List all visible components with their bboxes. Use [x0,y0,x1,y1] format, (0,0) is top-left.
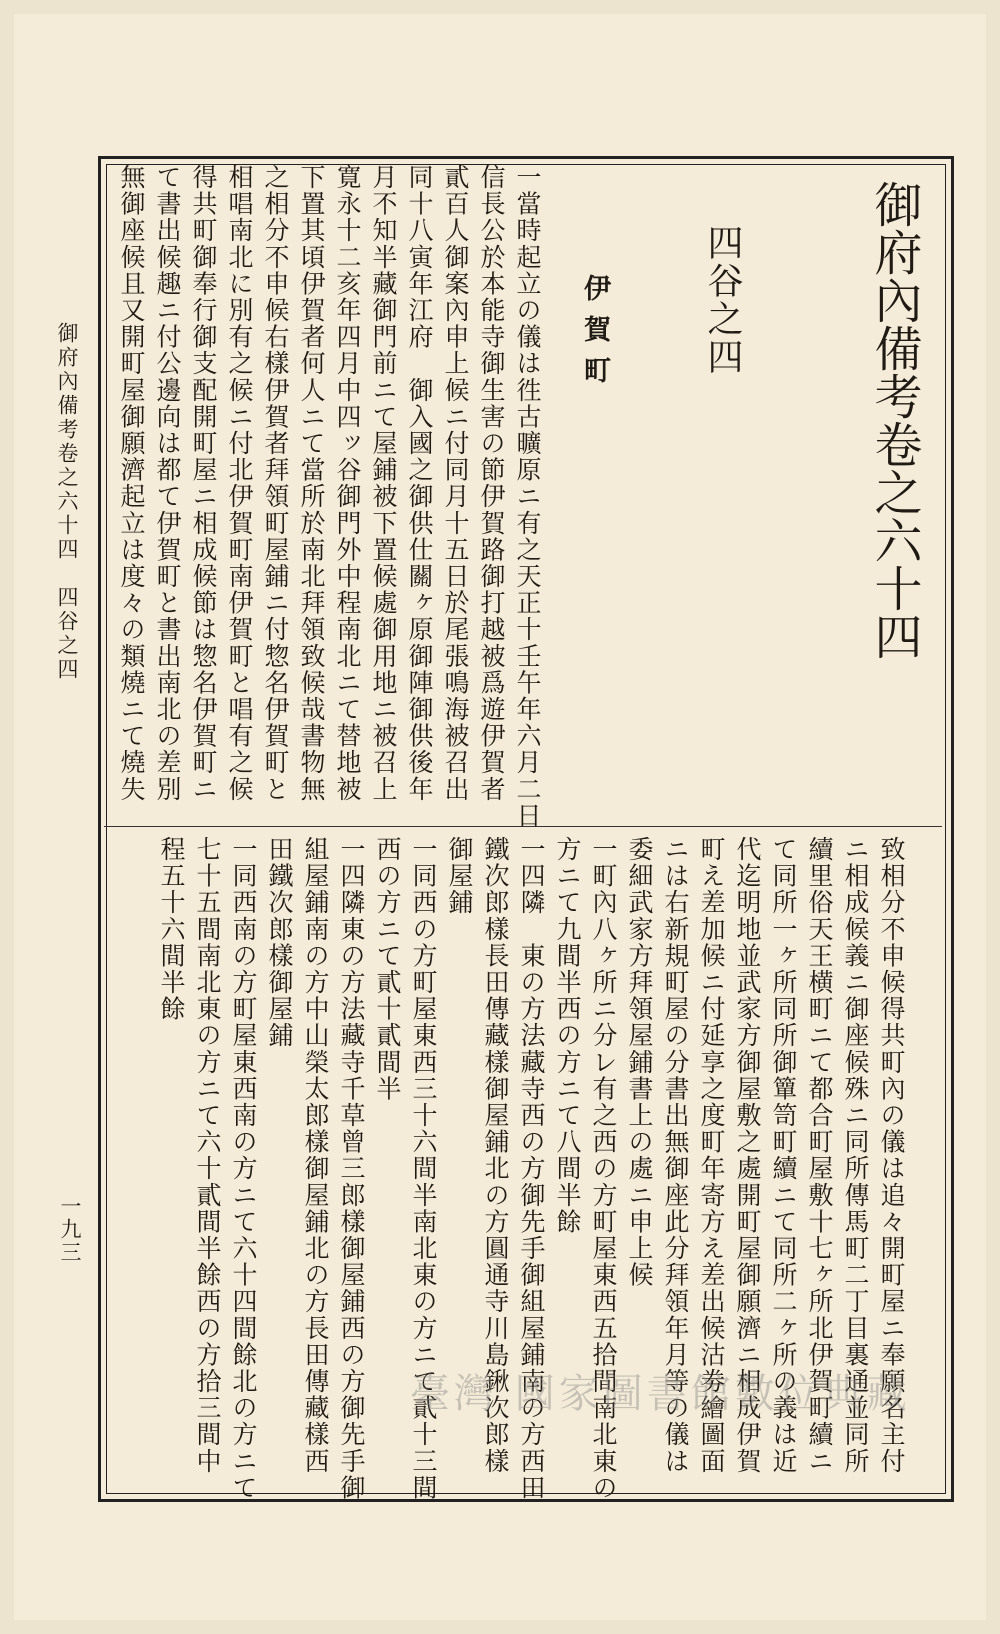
upper-column: 下置其頃伊賀者何人ニて當所於南北拜領致候哉書物無 [297,164,326,803]
section-title: 四谷之四 [702,224,743,376]
lower-column: 一同西の方町屋東西三十六間半南北東の方ニて貳十三間 [409,836,438,1501]
lower-column: 七十五間南北東の方ニて六十貳間半餘西の方拾三間中 [193,836,222,1475]
lower-column: ニは右新規町屋の分書出無御座此分拜領年月等の儀は [661,836,690,1475]
volume-title: 御府內備考卷之六十四 [866,180,922,660]
upper-column: 信長公於本能寺御生害の節伊賀路御打越被爲遊伊賀者 [477,164,506,803]
lower-column: 鐵次郎樣長田傳藏樣御屋鋪北の方圓通寺川島鍬次郎樣 [481,836,510,1475]
page-number: 一九三 [58,1195,82,1264]
upper-column: 月不知半藏御門前ニて屋鋪被下置候處御用地ニ被召上 [369,164,398,803]
lower-column: 方ニて九間半西の方ニて八間半餘 [553,836,582,1235]
upper-column: 相唱南北に別有之候ニ付北伊賀町南伊賀町と唱有之候 [225,164,254,803]
upper-column: 貳百人御案內申上候ニ付同月十五日於尾張鳴海被召出 [441,164,470,803]
lower-column: 委細武家方拜領屋鋪書上の處ニ申上候 [625,836,654,1289]
upper-column: 同十八寅年江府 御入國之御供仕關ヶ原御陣御供後年 [405,164,434,803]
upper-column: 之相分不申候右樣伊賀者拜領町屋鋪ニ付惣名伊賀町と [261,164,290,803]
lower-column: 一四隣東の方法藏寺千草曾三郎樣御屋鋪西の方御先手御 [337,836,366,1501]
lower-column: 御屋鋪 [445,836,474,916]
upper-column: 無御座候且又開町屋御願濟起立は度々の類燒ニて燒失 [117,164,146,803]
lower-column: 續里俗天王横町ニて都合町屋敷十七ヶ所北伊賀町續ニ [805,836,834,1475]
upper-column: 得共町御奉行御支配開町屋ニ相成候節は惣名伊賀町ニ [189,164,218,803]
lower-column: て同所一ヶ所同所御簞笥町續ニて同所二ヶ所の義は近 [769,836,798,1475]
lower-column: 代迄明地並武家方御屋敷之處開町屋御願濟ニ相成伊賀 [733,836,762,1475]
lower-column: ニ相成候義ニ御座候殊ニ同所傳馬町二丁目裏通並同所 [841,836,870,1475]
lower-column: 組屋鋪南の方中山榮太郎樣御屋鋪北の方長田傳藏樣西 [301,836,330,1475]
lower-column: 町え差加候ニ付延享之度町年寄方え差出候沽劵繪圖面 [697,836,726,1475]
upper-column: 寛永十二亥年四月中四ッ谷御門外中程南北ニて替地被 [333,164,362,803]
margin-caption: 御府內備考卷之六十四 四谷之四 [55,322,79,682]
upper-column: て書出候趣ニ付公邊向は都て伊賀町と書出南北の差別 [153,164,182,803]
lower-column: 一町內八ヶ所ニ分レ有之西の方町屋東西五拾間南北東の [589,836,618,1501]
lower-column: 一同西南の方町屋東西南の方ニて六十四間餘北の方ニて [229,836,258,1501]
lower-column: 致相分不申候得共町內の儀は追々開町屋ニ奉願名主付 [877,836,906,1475]
library-watermark: 臺灣 國家圖書館數位典藏 [410,1371,911,1417]
subsection-title: 伊賀町 [579,274,610,397]
lower-column: 一四隣 東の方法藏寺西の方御先手御組屋鋪南の方西田 [517,836,546,1501]
lower-column: 程五十六間半餘 [157,836,186,1023]
lower-column: 西の方ニて貳十貳間半 [373,836,402,1102]
upper-column: 一當時起立の儀は徃古曠原ニ有之天正十壬午年六月二日 [513,164,542,829]
lower-column: 田鐵次郎樣御屋鋪 [265,836,294,1049]
